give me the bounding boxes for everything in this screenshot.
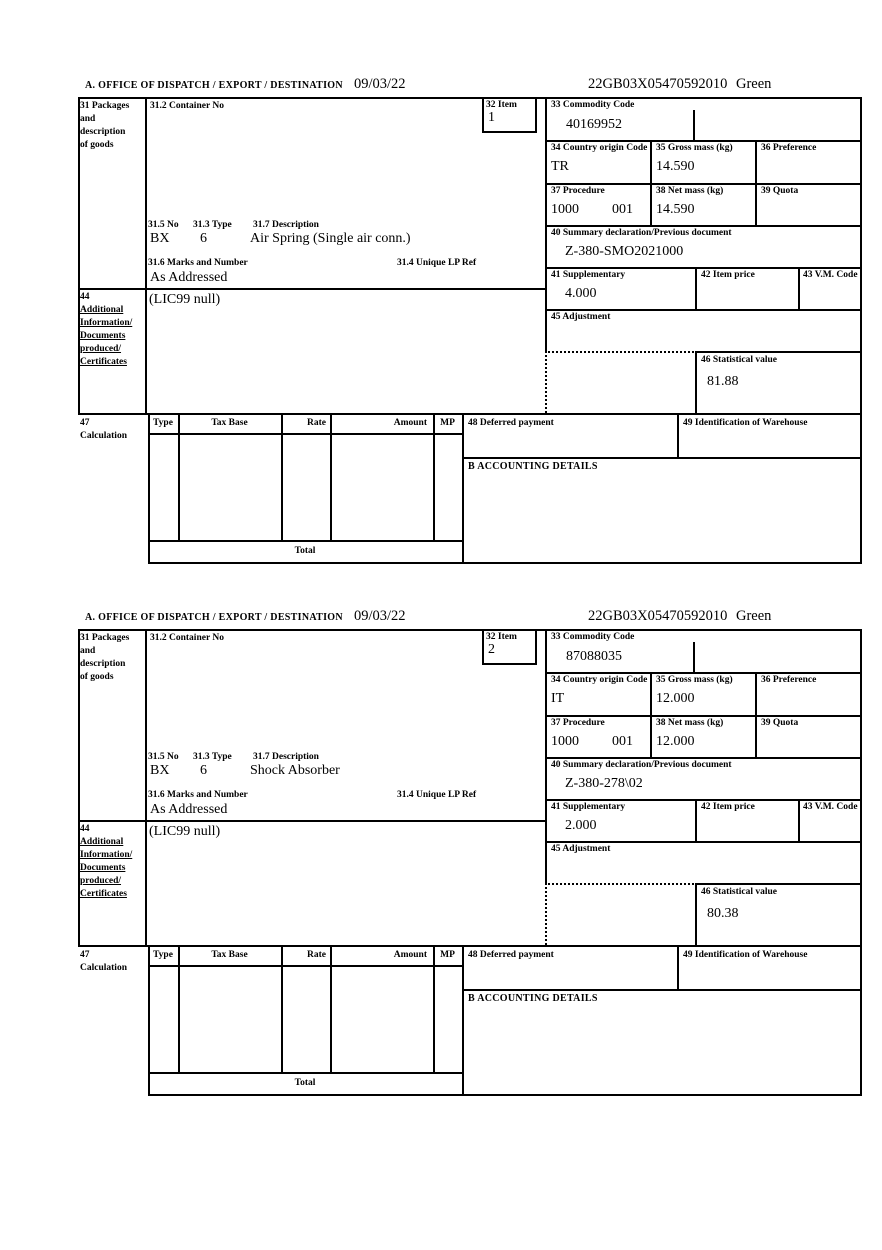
- gross-mass-value: 14.590: [656, 159, 695, 174]
- procedure-extra-code: 001: [612, 734, 633, 749]
- grid-line: [755, 672, 757, 758]
- grid-line: [330, 413, 332, 542]
- grid-line: [78, 629, 862, 631]
- box34-origin-label: 34 Country origin Code: [551, 675, 648, 685]
- adjustment-dotted-line: [545, 351, 547, 413]
- col-header-mp: MP: [440, 418, 455, 428]
- box40-previous-document-label: 40 Summary declaration/Previous document: [551, 228, 732, 238]
- grid-line: [178, 945, 180, 1074]
- col-header-amount: Amount: [393, 950, 427, 960]
- previous-document: Z-380-278\02: [565, 776, 643, 791]
- grid-line: [695, 351, 697, 413]
- grid-line: [148, 433, 462, 435]
- statistical-value: 80.38: [707, 906, 739, 921]
- col-header-amount: Amount: [393, 418, 427, 428]
- statistical-value: 81.88: [707, 374, 739, 389]
- box31-7-description-label: 31.7 Description: [253, 220, 319, 230]
- gross-mass-value: 12.000: [656, 691, 695, 706]
- box35-gross-mass-label: 35 Gross mass (kg): [656, 675, 733, 685]
- box32-item-label: 32 Item: [486, 632, 517, 642]
- box49-warehouse-label: 49 Identification of Warehouse: [683, 950, 808, 960]
- grid-line: [78, 97, 862, 99]
- item-box-line: [535, 97, 537, 133]
- box31-2-container-label: 31.2 Container No: [150, 633, 224, 643]
- total-label: Total: [294, 546, 316, 556]
- grid-line: [145, 629, 147, 947]
- accounting-details-label: B ACCOUNTING DETAILS: [468, 993, 598, 1004]
- box36-preference-label: 36 Preference: [761, 143, 817, 153]
- grid-line: [860, 629, 862, 1096]
- routing-indicator: Green: [736, 76, 772, 92]
- box41-supplementary-label: 41 Supplementary: [551, 802, 626, 812]
- box33-commodity-label: 33 Commodity Code: [551, 632, 635, 642]
- item-box-line: [482, 663, 537, 665]
- procedure-code: 1000: [551, 734, 579, 749]
- grid-line: [462, 989, 862, 991]
- box31-6-marks-label: 31.6 Marks and Number: [148, 790, 248, 800]
- box40-previous-document-label: 40 Summary declaration/Previous document: [551, 760, 732, 770]
- col-header-type: Type: [153, 950, 173, 960]
- grid-line: [545, 309, 862, 311]
- grid-line: [78, 288, 545, 290]
- box46-statistical-value-label: 46 Statistical value: [701, 887, 777, 897]
- box36-preference-label: 36 Preference: [761, 675, 817, 685]
- box31-3-type-label: 31.3 Type: [193, 220, 232, 230]
- grid-line: [545, 629, 547, 885]
- grid-line: [545, 799, 862, 801]
- col-header-type: Type: [153, 418, 173, 428]
- previous-document: Z-380-SMO2021000: [565, 244, 684, 259]
- grid-line: [695, 883, 697, 945]
- adjustment-dotted-line: [545, 883, 697, 885]
- package-count: BX: [150, 763, 170, 778]
- box47-calculation-label: 47 Calculation: [80, 950, 127, 973]
- declaration-date: 09/03/22: [354, 76, 406, 92]
- item-number: 2: [488, 642, 495, 657]
- entry-number: 22GB03X05470592010: [588, 76, 728, 92]
- office-of-dispatch-label: A. OFFICE OF DISPATCH / EXPORT / DESTINATION: [85, 80, 343, 91]
- grid-line: [281, 413, 283, 542]
- grid-line: [433, 413, 435, 542]
- box39-quota-label: 39 Quota: [761, 186, 799, 196]
- box42-item-price-label: 42 Item price: [701, 270, 755, 280]
- procedure-code: 1000: [551, 202, 579, 217]
- supplementary-units: 4.000: [565, 286, 597, 301]
- supplementary-units: 2.000: [565, 818, 597, 833]
- grid-line: [330, 945, 332, 1074]
- box31-packages-label: 31 Packages and description of goods: [80, 633, 130, 682]
- grid-line: [545, 715, 862, 717]
- package-count: BX: [150, 231, 170, 246]
- box37-procedure-label: 37 Procedure: [551, 186, 605, 196]
- grid-line: [545, 140, 862, 142]
- box31-packages-label: 31 Packages and description of goods: [80, 101, 130, 150]
- box49-warehouse-label: 49 Identification of Warehouse: [683, 418, 808, 428]
- box39-quota-label: 39 Quota: [761, 718, 799, 728]
- box43-vm-code-label: 43 V.M. Code: [803, 802, 858, 812]
- box31-7-description-label: 31.7 Description: [253, 752, 319, 762]
- adjustment-dotted-line: [545, 351, 697, 353]
- box31-6-marks-label: 31.6 Marks and Number: [148, 258, 248, 268]
- net-mass-value: 14.590: [656, 202, 695, 217]
- box48-deferred-payment-label: 48 Deferred payment: [468, 950, 554, 960]
- declaration-item-section: [0, 0, 882, 562]
- additional-information: (LIC99 null): [149, 824, 221, 839]
- item-number: 1: [488, 110, 495, 125]
- package-type: 6: [200, 231, 207, 246]
- box31-5-no-label: 31.5 No: [148, 752, 179, 762]
- grid-line: [148, 1094, 862, 1096]
- col-header-rate: Rate: [307, 950, 326, 960]
- grid-line: [178, 413, 180, 542]
- commodity-code: 87088035: [566, 649, 622, 664]
- grid-line: [462, 945, 464, 1096]
- total-label: Total: [294, 1078, 316, 1088]
- box32-item-label: 32 Item: [486, 100, 517, 110]
- box37-procedure-label: 37 Procedure: [551, 718, 605, 728]
- adjustment-dotted-line: [545, 883, 547, 945]
- grid-line: [798, 799, 800, 842]
- package-type: 6: [200, 763, 207, 778]
- origin-country-code: TR: [551, 159, 569, 174]
- additional-information: (LIC99 null): [149, 292, 221, 307]
- box38-net-mass-label: 38 Net mass (kg): [656, 718, 724, 728]
- box35-gross-mass-label: 35 Gross mass (kg): [656, 143, 733, 153]
- marks-and-numbers: As Addressed: [150, 802, 228, 817]
- item-box-line: [482, 97, 484, 133]
- grid-line: [650, 140, 652, 226]
- box44-additional-info-label: 44 Additional Information/ Documents produced/ Certificates: [80, 824, 133, 899]
- grid-line: [545, 225, 862, 227]
- grid-line: [148, 965, 462, 967]
- net-mass-value: 12.000: [656, 734, 695, 749]
- grid-line: [545, 183, 862, 185]
- box43-vm-code-label: 43 V.M. Code: [803, 270, 858, 280]
- grid-line: [860, 97, 862, 564]
- item-box-line: [482, 629, 484, 665]
- grid-line: [755, 140, 757, 226]
- routing-indicator: Green: [736, 608, 772, 624]
- procedure-extra-code: 001: [612, 202, 633, 217]
- origin-country-code: IT: [551, 691, 565, 706]
- col-header-tax-base: Tax Base: [211, 950, 248, 960]
- commodity-code-divider: [693, 110, 695, 141]
- grid-line: [545, 757, 862, 759]
- grid-line: [78, 945, 862, 947]
- grid-line: [145, 97, 147, 415]
- grid-line: [677, 413, 679, 459]
- box31-2-container-label: 31.2 Container No: [150, 101, 224, 111]
- accounting-details-label: B ACCOUNTING DETAILS: [468, 461, 598, 472]
- box47-calculation-label: 47 Calculation: [80, 418, 127, 441]
- box46-statistical-value-label: 46 Statistical value: [701, 355, 777, 365]
- grid-line: [78, 413, 862, 415]
- box42-item-price-label: 42 Item price: [701, 802, 755, 812]
- box38-net-mass-label: 38 Net mass (kg): [656, 186, 724, 196]
- grid-line: [433, 945, 435, 1074]
- grid-line: [78, 820, 545, 822]
- box45-adjustment-label: 45 Adjustment: [551, 844, 611, 854]
- goods-description: Air Spring (Single air conn.): [250, 231, 411, 246]
- grid-line: [545, 841, 862, 843]
- item-box-line: [482, 131, 537, 133]
- grid-line: [695, 351, 862, 353]
- box31-5-no-label: 31.5 No: [148, 220, 179, 230]
- commodity-code: 40169952: [566, 117, 622, 132]
- grid-line: [677, 945, 679, 991]
- grid-line: [545, 267, 862, 269]
- box48-deferred-payment-label: 48 Deferred payment: [468, 418, 554, 428]
- box33-commodity-label: 33 Commodity Code: [551, 100, 635, 110]
- office-of-dispatch-label: A. OFFICE OF DISPATCH / EXPORT / DESTINATION: [85, 612, 343, 623]
- entry-number: 22GB03X05470592010: [588, 608, 728, 624]
- box31-4-lp-ref-label: 31.4 Unique LP Ref: [397, 258, 477, 268]
- box34-origin-label: 34 Country origin Code: [551, 143, 648, 153]
- box31-4-lp-ref-label: 31.4 Unique LP Ref: [397, 790, 477, 800]
- commodity-code-divider: [693, 642, 695, 673]
- box41-supplementary-label: 41 Supplementary: [551, 270, 626, 280]
- grid-line: [545, 97, 547, 353]
- grid-line: [695, 267, 697, 310]
- box45-adjustment-label: 45 Adjustment: [551, 312, 611, 322]
- grid-line: [798, 267, 800, 310]
- col-header-mp: MP: [440, 950, 455, 960]
- box44-additional-info-label: 44 Additional Information/ Documents produced/ Certificates: [80, 292, 133, 367]
- marks-and-numbers: As Addressed: [150, 270, 228, 285]
- declaration-date: 09/03/22: [354, 608, 406, 624]
- grid-line: [695, 799, 697, 842]
- grid-line: [148, 1072, 462, 1074]
- col-header-rate: Rate: [307, 418, 326, 428]
- grid-line: [281, 945, 283, 1074]
- box31-3-type-label: 31.3 Type: [193, 752, 232, 762]
- grid-line: [462, 457, 862, 459]
- grid-line: [545, 672, 862, 674]
- grid-line: [148, 945, 150, 1096]
- grid-line: [650, 672, 652, 758]
- goods-description: Shock Absorber: [250, 763, 340, 778]
- item-box-line: [535, 629, 537, 665]
- col-header-tax-base: Tax Base: [211, 418, 248, 428]
- declaration-item-section: [0, 532, 882, 1094]
- grid-line: [695, 883, 862, 885]
